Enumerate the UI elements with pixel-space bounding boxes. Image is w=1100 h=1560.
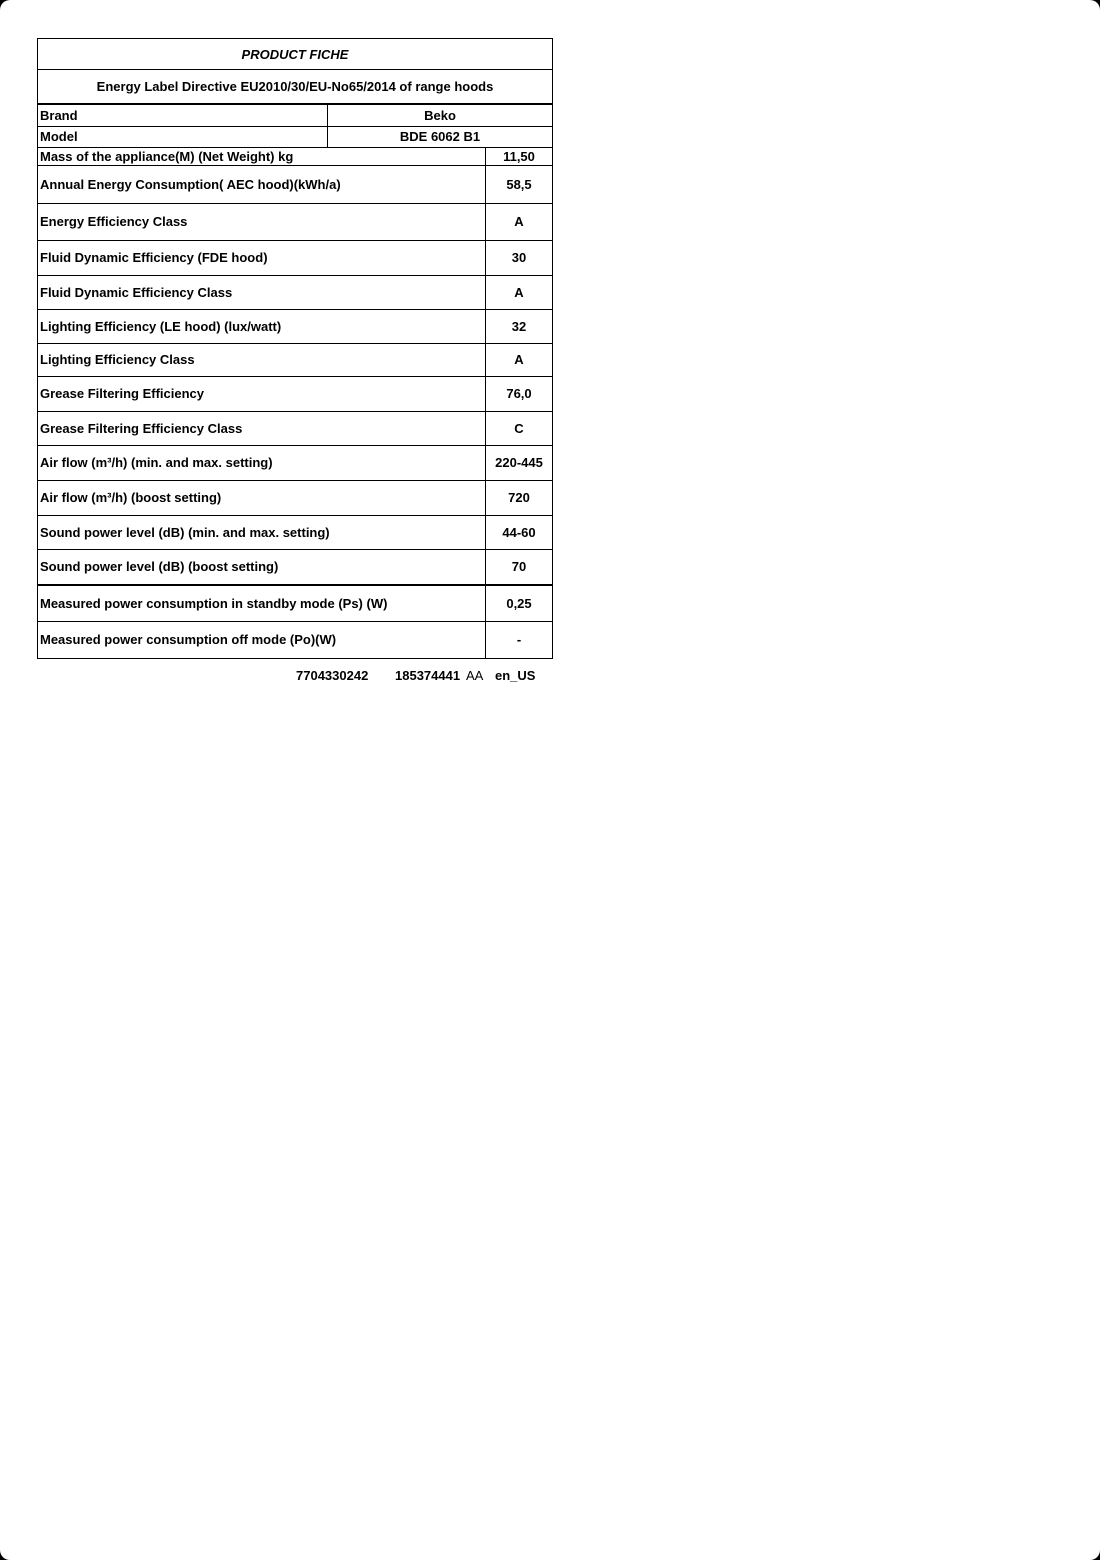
directive-row: [38, 70, 553, 105]
spec-label: Grease Filtering Efficiency Class: [38, 411, 486, 445]
directive-text: Energy Label Directive EU2010/30/EU-No65/2014 of range hoods: [38, 70, 553, 105]
brand-row: [38, 104, 553, 126]
spec-row-standby: [38, 585, 553, 621]
spec-label: Energy Efficiency Class: [38, 203, 486, 240]
spec-value: 76,0: [486, 376, 553, 411]
spec-value: 32: [486, 309, 553, 343]
model-row: [38, 126, 553, 147]
spec-value: -: [486, 621, 553, 658]
spec-value: 11,50: [486, 147, 553, 165]
spec-label: Mass of the appliance(M) (Net Weight) kg: [38, 147, 486, 165]
model-label: Model: [38, 126, 328, 147]
spec-value: A: [486, 343, 553, 376]
spec-row-energy-class: [38, 203, 553, 240]
spec-value: 58,5: [486, 165, 553, 203]
spec-label: Measured power consumption off mode (Po)(W): [38, 621, 486, 658]
model-value: BDE 6062 B1: [328, 126, 553, 147]
spec-label: Fluid Dynamic Efficiency (FDE hood): [38, 240, 486, 275]
spec-value: 44-60: [486, 515, 553, 549]
spec-value: 30: [486, 240, 553, 275]
fiche-title: PRODUCT FICHE: [38, 39, 553, 70]
spec-value: C: [486, 411, 553, 445]
brand-label: Brand: [38, 104, 328, 126]
spec-label: Annual Energy Consumption( AEC hood)(kWh/a): [38, 165, 486, 203]
brand-value: Beko: [328, 104, 553, 126]
spec-row-gfe-class: [38, 411, 553, 445]
title-row: [38, 39, 553, 70]
spec-label: Sound power level (dB) (boost setting): [38, 549, 486, 585]
spec-row-sound-boost: [38, 549, 553, 585]
spec-value: 220-445: [486, 445, 553, 480]
spec-value: 0,25: [486, 585, 553, 621]
footer-code-2: 185374441: [395, 668, 461, 683]
spec-value: A: [486, 203, 553, 240]
spec-row-sound: [38, 515, 553, 549]
spec-row-gfe: [38, 376, 553, 411]
spec-row-off-mode: [38, 621, 553, 658]
spec-label: Grease Filtering Efficiency: [38, 376, 486, 411]
document-footer: [0, 668, 1100, 684]
spec-label: Air flow (m³/h) (boost setting): [38, 480, 486, 515]
spec-value: 720: [486, 480, 553, 515]
spec-row-airflow-boost: [38, 480, 553, 515]
footer-code-1: 7704330242: [296, 668, 369, 683]
spec-label: Measured power consumption in standby mode (Ps) (W): [38, 585, 486, 621]
spec-label: Sound power level (dB) (min. and max. setting): [38, 515, 486, 549]
spec-row-le: [38, 309, 553, 343]
product-fiche-table: [37, 38, 553, 659]
spec-label: Air flow (m³/h) (min. and max. setting): [38, 445, 486, 480]
spec-row-fde: [38, 240, 553, 275]
spec-row-aec: [38, 165, 553, 203]
product-fiche: [37, 38, 552, 659]
spec-label: Fluid Dynamic Efficiency Class: [38, 275, 486, 309]
footer-locale: en_US: [495, 668, 536, 683]
spec-value: 70: [486, 549, 553, 585]
spec-row-mass: [38, 147, 553, 165]
footer-revision: AA: [466, 668, 484, 683]
spec-row-airflow: [38, 445, 553, 480]
spec-row-fde-class: [38, 275, 553, 309]
spec-value: A: [486, 275, 553, 309]
spec-row-le-class: [38, 343, 553, 376]
spec-label: Lighting Efficiency Class: [38, 343, 486, 376]
spec-label: Lighting Efficiency (LE hood) (lux/watt): [38, 309, 486, 343]
